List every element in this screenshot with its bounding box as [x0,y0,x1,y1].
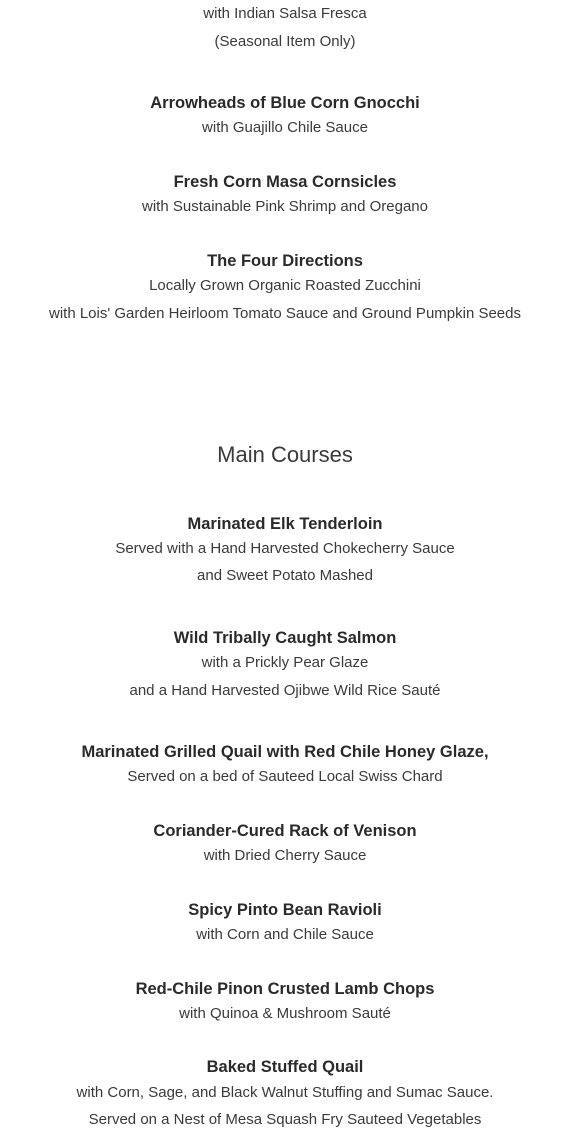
dish-description: with a Prickly Pear Glaze [201,654,369,671]
section-title: Main Courses [217,442,353,467]
dish-description: Served with a Hand Harvested Chokecherry Sauce [115,540,455,557]
dish-description: with Sustainable Pink Shrimp and Oregano [142,198,428,215]
dish-description: and Sweet Potato Mashed [197,567,373,584]
dish-description: with Lois' Garden Heirloom Tomato Sauce and Ground Pumpkin Seeds [48,305,521,322]
dish-description: with Dried Cherry Sauce [203,847,367,864]
dish-name: Spicy Pinto Bean Ravioli [188,901,382,919]
dish-name: The Four Directions [207,252,363,270]
dish-description: Locally Grown Organic Roasted Zucchini [149,277,421,294]
dish-name: Marinated Elk Tenderloin [187,515,383,533]
dish-name: Baked Stuffed Quail [206,1058,364,1076]
dish-name: Arrowheads of Blue Corn Gnocchi [150,94,420,112]
dish-description: Served on a bed of Sauteed Local Swiss Chard [127,768,443,785]
dish-description: with Corn, Sage, and Black Walnut Stuffing and Sumac Sauce. [76,1084,494,1101]
dish-name: Red-Chile Pinon Crusted Lamb Chops [135,980,435,998]
dish-name: Wild Tribally Caught Salmon [173,629,397,647]
dish-name: Coriander-Cured Rack of Venison [153,822,417,840]
dish-description: with Corn and Chile Sauce [196,926,374,943]
dish-description: with Indian Salsa Fresca [203,5,367,22]
dish-description: with Guajillo Chile Sauce [202,119,368,136]
dish-description: and a Hand Harvested Ojibwe Wild Rice Sauté [129,682,441,699]
dish-name: Marinated Grilled Quail with Red Chile Honey Glaze, [81,743,489,761]
dish-description: (Seasonal Item Only) [214,33,356,50]
dish-description: Served on a Nest of Mesa Squash Fry Sauteed Vegetables [88,1111,482,1128]
dish-name: Fresh Corn Masa Cornsicles [173,173,397,191]
dish-description: with Quinoa & Mushroom Sauté [179,1005,391,1022]
